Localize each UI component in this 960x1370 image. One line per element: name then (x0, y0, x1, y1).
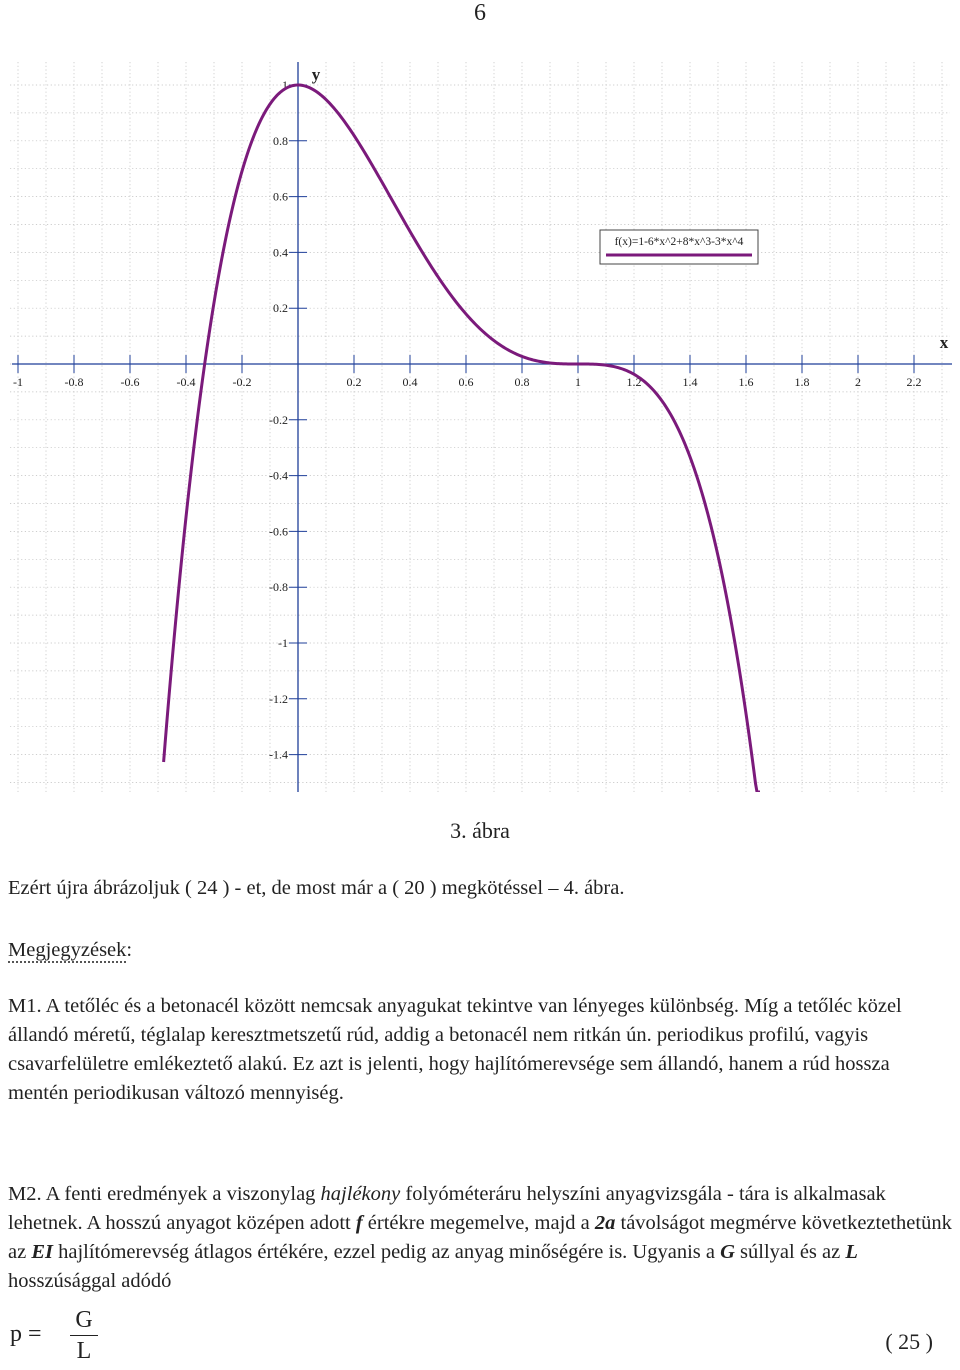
x-tick-label: -0.4 (176, 375, 196, 389)
paragraph-m2 (8, 1180, 953, 1296)
x-tick-label: 0.8 (514, 375, 530, 389)
page-number: 6 (474, 0, 486, 26)
formula-25 (8, 1305, 953, 1365)
x-tick-label: -1 (13, 375, 23, 389)
m2-text-7: hosszúsággal adódó (8, 1270, 172, 1292)
m2-text-4: távolságot megmérve következtethetünk az (8, 1212, 952, 1263)
x-tick-label: 0.2 (346, 375, 362, 389)
x-tick-label: 0.6 (458, 375, 474, 389)
notes-heading-text: Megjegyzések (8, 939, 127, 961)
x-tick-label: 0.4 (402, 375, 418, 389)
x-tick-label: 2 (855, 375, 861, 389)
m2-text-6: súllyal és az (734, 1241, 846, 1263)
axes (12, 62, 952, 792)
x-tick-label: 1.4 (682, 375, 698, 389)
y-tick-label: -0.6 (269, 524, 288, 539)
function-plot (0, 40, 960, 792)
y-tick-label: 0.6 (273, 189, 288, 204)
var-2a: 2a (594, 1212, 616, 1234)
formula-numerator: G (75, 1307, 93, 1333)
figure-caption: 3. ábra (450, 818, 510, 843)
notes-heading-colon: : (126, 939, 133, 961)
y-tick-label: 0.8 (273, 133, 288, 148)
function-curve (164, 85, 760, 792)
y-tick-label: -0.2 (269, 412, 288, 427)
m2-text-2: folyóméteráru helyszíni anyagvizsgála - tára is alkalmasak lehetnek. A hosszú anyagot középen adott (8, 1183, 886, 1234)
formula-lhs: p = (10, 1321, 42, 1347)
x-tick-label: 1.8 (794, 375, 810, 389)
paragraph-reference: Ezért újra ábrázoljuk ( 24 ) - et, de most már a ( 20 ) megkötéssel – 4. ábra. (8, 877, 625, 899)
x-tick-label: 1.2 (626, 375, 642, 389)
formula-fraction (70, 1305, 98, 1366)
y-axis-label: y (311, 65, 321, 84)
formula-denominator: L (76, 1338, 92, 1364)
m2-text-5: hajlítómerevség átlagos értékére, ezzel pedig az anyag minőségére is. Ugyanis a (52, 1241, 721, 1263)
var-G: G (720, 1241, 735, 1263)
y-tick-label: -0.8 (269, 580, 288, 595)
x-axis-label: x (939, 333, 949, 352)
m2-text-1: M2. A fenti eredmények a viszonylag (8, 1183, 321, 1205)
x-tick-label: -0.6 (120, 375, 140, 389)
y-tick-label: 0.2 (273, 301, 288, 316)
y-tick-label: -1 (278, 636, 288, 650)
tick-labels (13, 65, 949, 762)
y-tick-label: -0.4 (269, 468, 288, 483)
y-tick-label: 1 (282, 78, 288, 92)
m2-italic-hajlekony: hajlékony (320, 1183, 401, 1205)
x-tick-label: 1 (575, 375, 581, 389)
y-tick-label: -1.2 (269, 691, 288, 706)
var-f: f (355, 1212, 363, 1234)
equation-number: ( 25 ) (885, 1329, 933, 1354)
grid (10, 62, 950, 792)
m2-text-3: értékre megemelve, majd a (362, 1212, 595, 1234)
x-tick-label: 1.6 (738, 375, 754, 389)
paragraph-m1: M1. A tetőléc és a betonacél között nemcsak anyagukat tekintve van lényeges különbség. Míg a tetőléc közel állandó méretű, téglalap keresztmetszetű rúd, addig a betonacél nem ritkán ún. periodikus profilú, vagyis csavarfelületre emlékeztető alakú. Ez azt is jelenti, hogy hajlítómerevsége sem állandó, hanem a rúd hossza mentén periodikusan változó mennyiség. (8, 995, 902, 1104)
x-tick-label: -0.2 (232, 375, 252, 389)
var-L: L (845, 1241, 858, 1263)
x-tick-label: 2.2 (906, 375, 922, 389)
curve (164, 85, 760, 792)
x-tick-label: -0.8 (64, 375, 84, 389)
y-tick-label: -1.4 (269, 747, 288, 762)
y-tick-label: 0.4 (273, 245, 288, 260)
legend (600, 230, 758, 264)
var-EI: EI (31, 1241, 53, 1263)
notes-heading (8, 936, 953, 965)
legend-label: f(x)=1-6*x^2+8*x^3-3*x^4 (614, 236, 744, 248)
